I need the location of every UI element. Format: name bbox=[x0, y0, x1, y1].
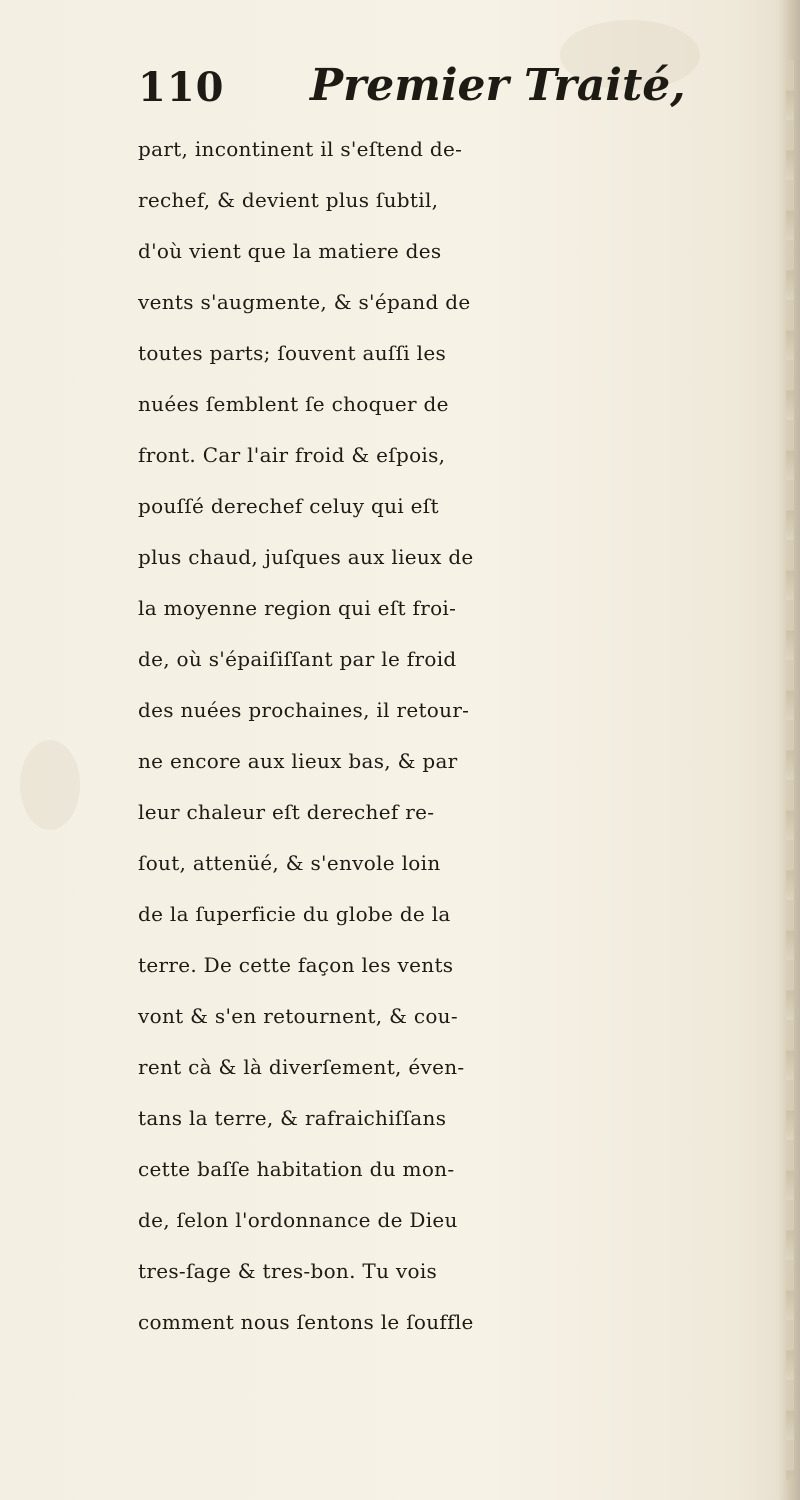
text-line: cette baſſe habitation du mon- bbox=[138, 1157, 455, 1181]
running-title: Premier Traité, bbox=[310, 60, 686, 111]
text-line: la moyenne region qui eſt froi- bbox=[138, 596, 457, 620]
text-line: d'où vient que la matiere des bbox=[138, 239, 442, 263]
text-line: ſout, attenüé, & s'envole loin bbox=[138, 851, 441, 875]
text-line: pouſſé derechef celuy qui eſt bbox=[138, 494, 439, 518]
text-line: de, ſelon l'ordonnance de Dieu bbox=[138, 1208, 458, 1232]
adjacent-page-edge bbox=[786, 60, 794, 1480]
text-line: part, incontinent il s'eſtend de- bbox=[138, 137, 463, 161]
paper-stain bbox=[20, 740, 80, 830]
text-line: leur chaleur eſt derechef re- bbox=[138, 800, 435, 824]
text-line: de, où s'épaiſiſſant par le froid bbox=[138, 647, 457, 671]
text-line: rent cà & là diverſement, éven- bbox=[138, 1055, 465, 1079]
body-text bbox=[138, 124, 788, 1348]
page-header bbox=[138, 60, 778, 120]
page-number: 110 bbox=[138, 64, 225, 111]
text-line: comment nous ſentons le ſouffle bbox=[138, 1310, 474, 1334]
text-line: terre. De cette façon les vents bbox=[138, 953, 454, 977]
text-line: toutes parts; ſouvent auſſi les bbox=[138, 341, 447, 365]
text-line: ne encore aux lieux bas, & par bbox=[138, 749, 458, 773]
text-line: des nuées prochaines, il retour- bbox=[138, 698, 470, 722]
text-line: vents s'augmente, & s'épand de bbox=[138, 290, 471, 314]
text-line: nuées ſemblent ſe choquer de bbox=[138, 392, 449, 416]
text-line: de la ſuperficie du globe de la bbox=[138, 902, 451, 926]
text-line: tans la terre, & rafraichiſſans bbox=[138, 1106, 447, 1130]
text-line: rechef, & devient plus ſubtil, bbox=[138, 188, 439, 212]
text-line: front. Car l'air froid & eſpois, bbox=[138, 443, 446, 467]
text-line: vont & s'en retournent, & cou- bbox=[138, 1004, 458, 1028]
text-line: plus chaud, juſques aux lieux de bbox=[138, 545, 474, 569]
text-line: tres-ſage & tres-bon. Tu vois bbox=[138, 1259, 438, 1283]
